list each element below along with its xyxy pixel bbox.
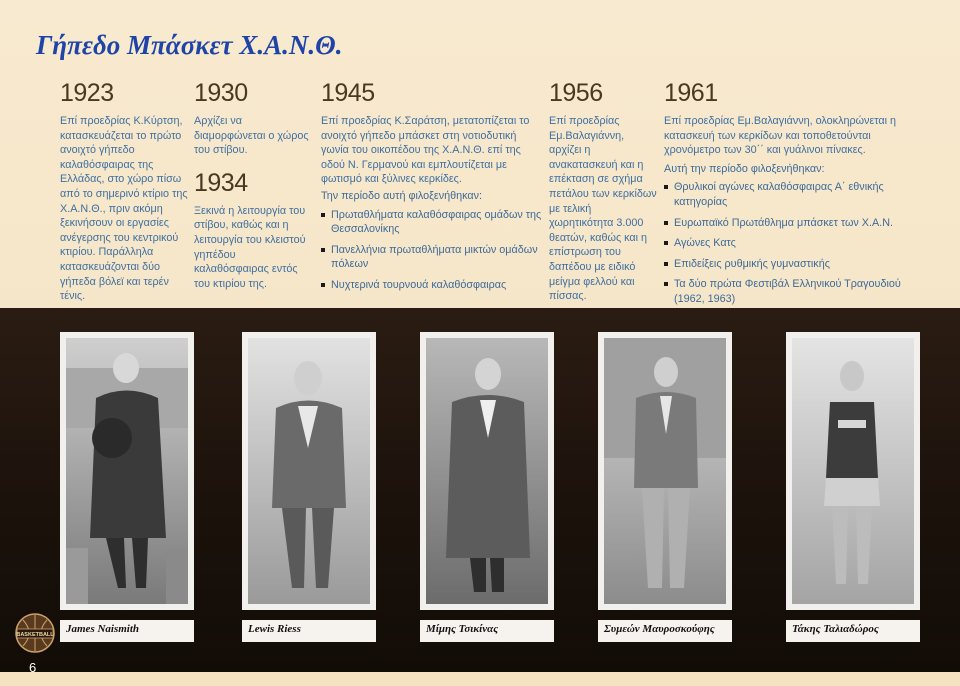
list-item: Ευρωπαϊκό Πρωτάθλημα μπάσκετ των Χ.Α.Ν. (664, 216, 926, 231)
list-item: Επιδείξεις ρυθμικής γυμναστικής (664, 257, 926, 272)
list-item: Νυχτερινά τουρνουά καλαθόσφαιρας (321, 278, 543, 293)
text-1945: Επί προεδρίας Κ.Σαράτση, μετατοπίζεται το ανοιχτό γήπεδο μπάσκετ στη νοτιοδυτική γωνία του οικοπέδου της Χ.Α.Ν.Θ. επί της οδού Ν. Γερμανού και εμπλουτίζεται με φωτισμό και ξύλινες κερκίδες. (321, 115, 530, 186)
list-item: Πανελλήνια πρωταθλήματα μικτών ομάδων πόλεων (321, 243, 543, 272)
year-1961: 1961 (664, 79, 718, 107)
photo-lewis-riess (242, 332, 376, 610)
timeline-1930 (194, 80, 312, 291)
list-item: Θρυλικοί αγώνες καλαθόσφαιρας Α΄ εθνικής κατηγορίας (664, 180, 926, 209)
page-number: 6 (29, 660, 37, 675)
year-1934: 1934 (194, 168, 248, 197)
portrait-image (426, 338, 548, 604)
timeline-1923 (60, 80, 188, 304)
caption-lewis-riess: Lewis Riess (242, 620, 376, 642)
photo-james-naismith (60, 332, 194, 610)
basketball-icon (14, 612, 56, 654)
portrait-image (604, 338, 726, 604)
photo-mimis-tsikinas (420, 332, 554, 610)
text-1934: Ξεκινά η λειτουργία του στίβου, καθώς και η λειτουργία του κλειστού γηπέδου καλαθόσφαιρας εντός του κτιρίου της. (194, 204, 306, 290)
page-title: Γήπεδο Μπάσκετ Χ.Α.Ν.Θ. (36, 30, 343, 60)
text-1961: Επί προεδρίας Εμ.Βαλαγιάννη, ολοκληρώνεται η κατασκευή των κερκίδων και τοποθετούνται χρονόμετρο των 30΄΄ και γυάλινοι πίνακες. (664, 115, 897, 157)
logo-text: BASKETBALL (16, 632, 54, 638)
text-1923: Επί προεδρίας Κ.Κύρτση, κατασκευάζεται το πρώτο ανοιχτό γήπεδο καλαθόσφαιρας της Ελλάδας, στο χώρο πίσω από το σημερινό κτίριο της Χ.Α.Ν.Θ., πριν ακόμη ξεκινήσουν οι εργασίες ανέγερσης του κεντρικού κτιρίου. Παράλληλα κατασκευάζονται δύο γήπεδα βόλεϊ και τερέν τένις. (60, 115, 188, 303)
year-1930: 1930 (194, 79, 248, 107)
timeline-1956 (549, 80, 657, 304)
intro-1945: Την περίοδο αυτή φιλοξενήθηκαν: (321, 189, 483, 202)
caption-james-naismith: James Naismith (60, 620, 194, 642)
basketball-logo (14, 612, 56, 654)
text-1956: Επί προεδρίας Εμ.Βαλαγιάννη, αρχίζει η ανακατασκευή και η επέκταση σε σχήμα πετάλου των κερκίδων με τελική χωρητικότητα 3.000 θεατών, καθώς και η επίστρωση του δαπέδου με ειδικό μείγμα φελλού και πίσσας. (549, 115, 657, 303)
photo-symeon-mavroskoufis (598, 332, 732, 610)
portrait-image (248, 338, 370, 604)
caption-takis-taliadoros: Τάκης Ταλιαδώρος (786, 620, 920, 642)
text-1930: Αρχίζει να διαμορφώνεται ο χώρος του στίβου. (194, 115, 309, 157)
caption-mimis-tsikinas: Μίμης Τσικίνας (420, 620, 554, 642)
year-1956: 1956 (549, 79, 603, 107)
list-1945 (321, 208, 543, 293)
list-1961 (664, 180, 926, 306)
list-item: Τα δύο πρώτα Φεστιβάλ Ελληνικού Τραγουδιού (1962, 1963) (664, 277, 926, 306)
list-item: Αγώνες Κατς (664, 236, 926, 251)
year-1945: 1945 (321, 79, 375, 107)
portrait-image (66, 338, 188, 604)
timeline-1961 (664, 80, 926, 313)
portrait-image (792, 338, 914, 604)
photo-takis-taliadoros (786, 332, 920, 610)
year-1923: 1923 (60, 79, 114, 107)
intro-1961: Αυτή την περίοδο φιλοξενήθηκαν: (664, 162, 825, 175)
timeline-1945 (321, 80, 543, 299)
caption-symeon-mavroskoufis: Συμεών Μαυροσκούφης (598, 620, 732, 642)
list-item: Πρωταθλήματα καλαθόσφαιρας ομάδων της Θεσσαλονίκης (321, 208, 543, 237)
